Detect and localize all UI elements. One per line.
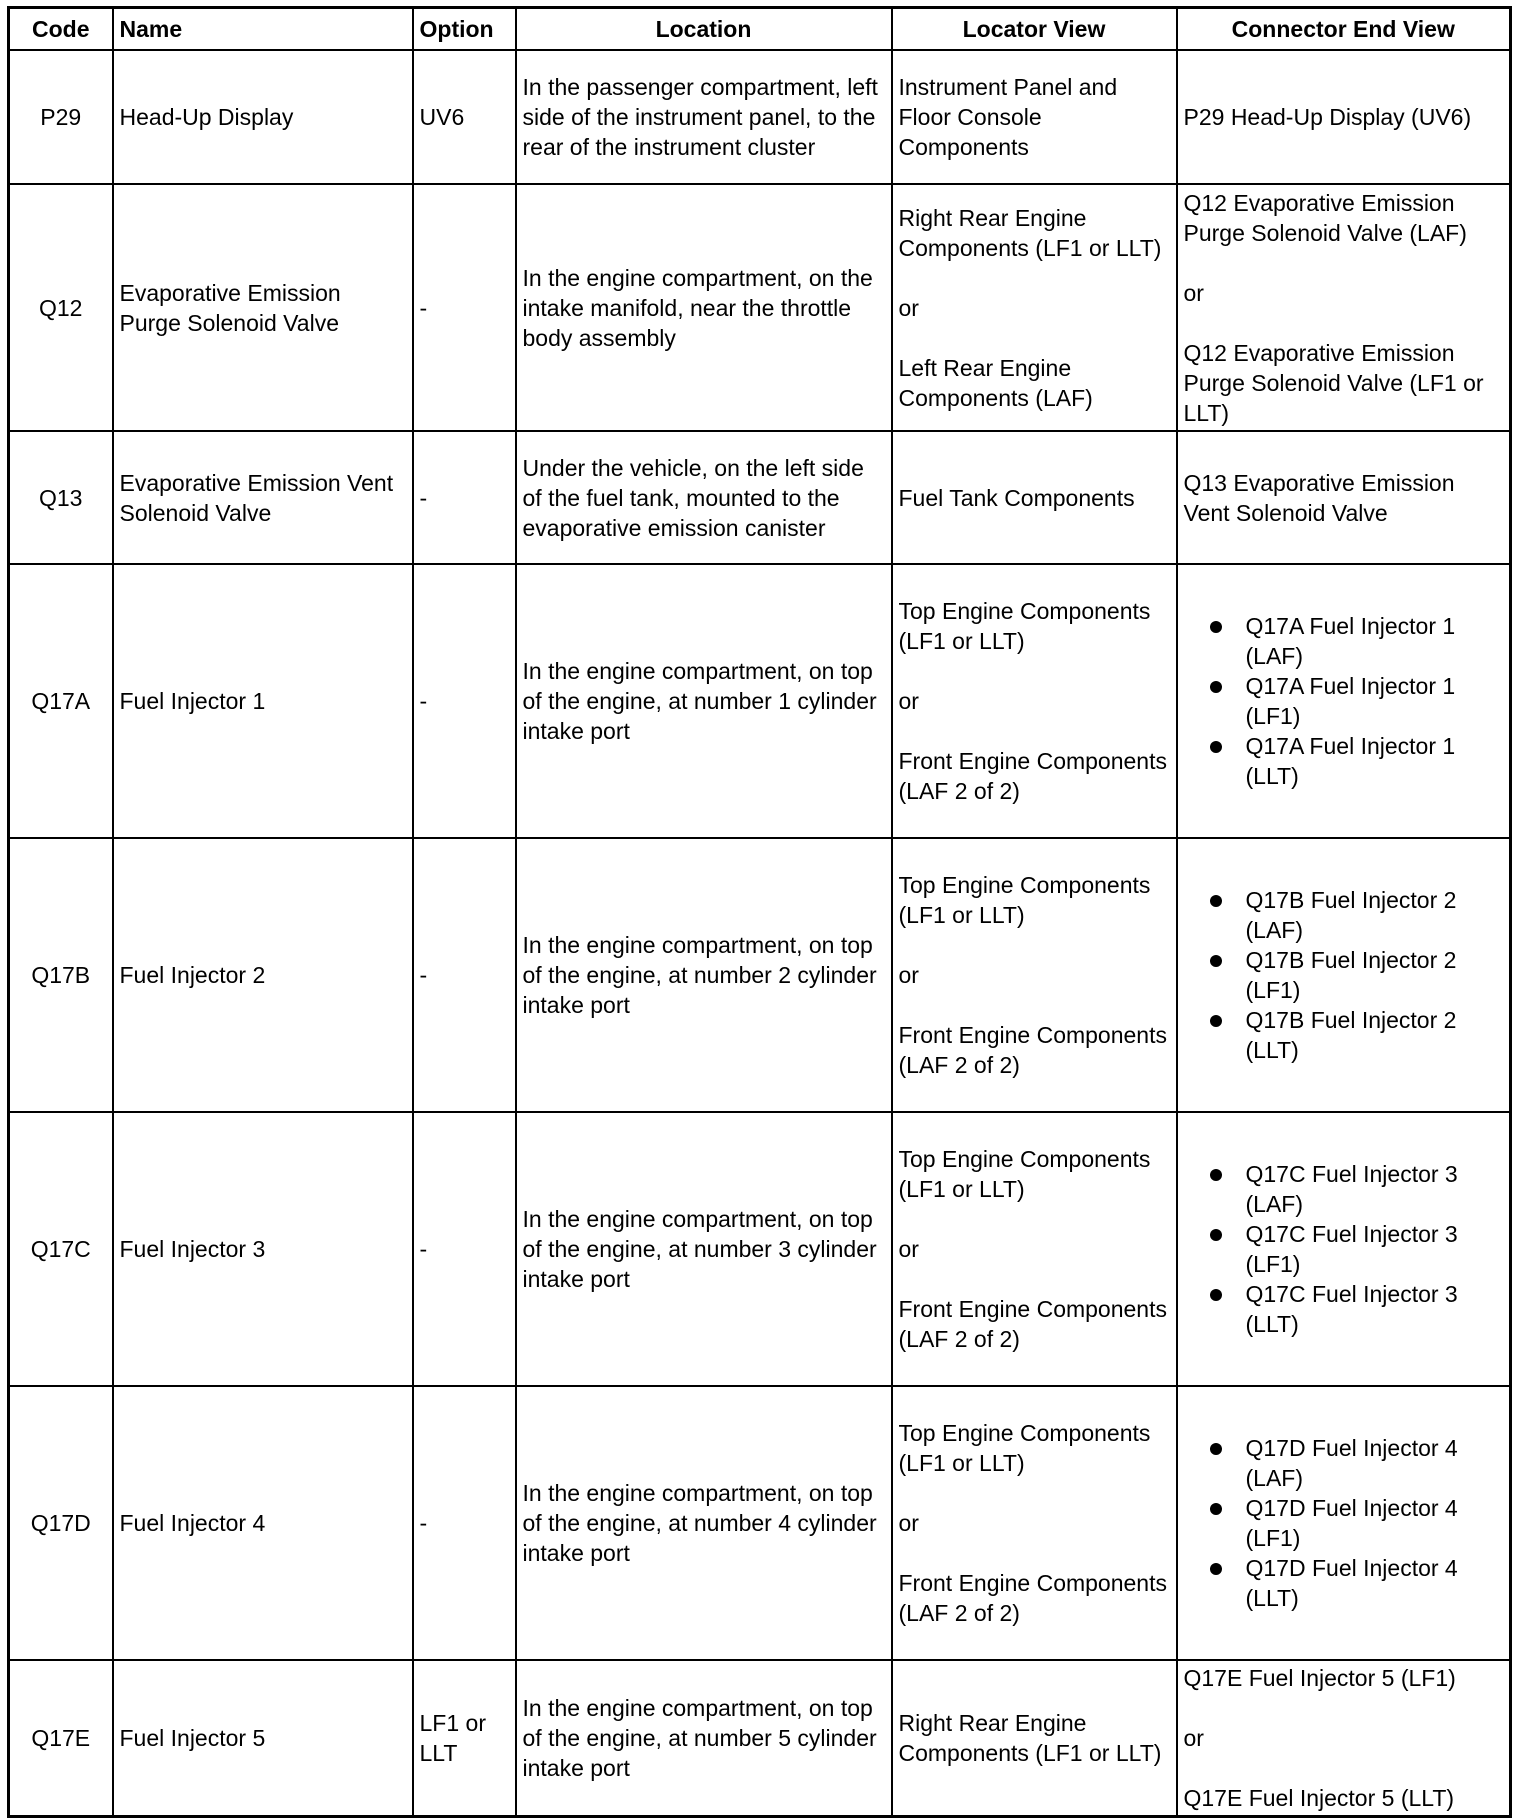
locator-view-text: Top Engine Components (LF1 or LLT): [898, 872, 1151, 928]
cell-option: -: [413, 1112, 516, 1386]
header-name: Name: [113, 8, 413, 51]
cell-connector-end-view: [1177, 838, 1511, 1112]
cell-connector-end-view: [1177, 184, 1511, 431]
cell-name: Head-Up Display: [113, 50, 413, 184]
cell-connector-end-view: [1177, 431, 1511, 564]
locator-view-text: Right Rear Engine Components (LF1 or LLT): [898, 204, 1162, 261]
table-row: [9, 838, 1511, 1112]
cell-locator-view: [892, 564, 1177, 838]
cell-location: In the engine compartment, on top of the engine, at number 4 cylinder intake port: [516, 1386, 892, 1660]
header-location: Location: [516, 8, 892, 51]
connector-bullet-item: Q17B Fuel Injector 2 (LAF): [1210, 885, 1504, 945]
cell-code: Q13: [9, 431, 113, 564]
cell-location: In the engine compartment, on top of the engine, at number 1 cylinder intake port: [516, 564, 892, 838]
cell-locator-view: [892, 431, 1177, 564]
cell-code: Q12: [9, 184, 113, 431]
cell-name: Evaporative Emission Purge Solenoid Valve: [113, 184, 413, 431]
connector-view-text: Q13 Evaporative Emission Vent Solenoid Valve: [1183, 469, 1455, 526]
cell-name: Fuel Injector 5: [113, 1660, 413, 1816]
connector-bullet-item: Q17C Fuel Injector 3 (LF1): [1210, 1219, 1504, 1279]
locator-or-text: or: [898, 1510, 919, 1536]
locator-view-text: Top Engine Components (LF1 or LLT): [898, 1146, 1151, 1202]
locator-view-text: Left Rear Engine Components (LAF): [898, 354, 1093, 411]
connector-bullet-item: Q17C Fuel Injector 3 (LAF): [1210, 1159, 1504, 1219]
connector-bullet-item: Q17A Fuel Injector 1 (LF1): [1210, 671, 1504, 731]
cell-location: In the engine compartment, on top of the engine, at number 3 cylinder intake port: [516, 1112, 892, 1386]
component-locator-table: [7, 6, 1512, 1818]
cell-code: Q17D: [9, 1386, 113, 1660]
locator-or-text: or: [898, 1236, 919, 1262]
cell-connector-end-view: [1177, 564, 1511, 838]
cell-locator-view: [892, 838, 1177, 1112]
cell-locator-view: [892, 1386, 1177, 1660]
cell-name: Fuel Injector 2: [113, 838, 413, 1112]
locator-view-text: Fuel Tank Components: [898, 484, 1135, 511]
cell-name: Fuel Injector 3: [113, 1112, 413, 1386]
table-header-row: [9, 8, 1511, 51]
cell-location: In the engine compartment, on top of the engine, at number 5 cylinder intake port: [516, 1660, 892, 1816]
connector-bullet-item: Q17B Fuel Injector 2 (LF1): [1210, 945, 1504, 1005]
cell-locator-view: [892, 50, 1177, 184]
table-row: [9, 431, 1511, 564]
locator-view-text: Front Engine Components (LAF 2 of 2): [898, 1570, 1167, 1626]
connector-bullet-list: [1184, 1159, 1504, 1339]
connector-bullet-item: Q17D Fuel Injector 4 (LLT): [1210, 1553, 1504, 1613]
cell-locator-view: [892, 1660, 1177, 1816]
connector-bullet-list: [1184, 1433, 1504, 1613]
cell-code: Q17B: [9, 838, 113, 1112]
header-option: Option: [413, 8, 516, 51]
locator-view-text: Front Engine Components (LAF 2 of 2): [898, 1296, 1167, 1352]
connector-or-text: or: [1183, 1724, 1204, 1751]
cell-name: Evaporative Emission Vent Solenoid Valve: [113, 431, 413, 564]
connector-or-text: or: [1183, 279, 1204, 306]
cell-option: -: [413, 564, 516, 838]
connector-bullet-list: [1184, 611, 1504, 791]
locator-view-text: Instrument Panel and Floor Console Components: [898, 74, 1118, 160]
cell-name: Fuel Injector 1: [113, 564, 413, 838]
connector-bullet-item: Q17D Fuel Injector 4 (LF1): [1210, 1493, 1504, 1553]
connector-view-text: Q17E Fuel Injector 5 (LLT): [1183, 1784, 1455, 1811]
locator-or-text: or: [898, 962, 919, 988]
cell-location: In the engine compartment, on top of the engine, at number 2 cylinder intake port: [516, 838, 892, 1112]
table-row: [9, 1660, 1511, 1816]
connector-view-text: Q12 Evaporative Emission Purge Solenoid Valve (LAF): [1183, 189, 1467, 246]
table-row: [9, 184, 1511, 431]
cell-option: -: [413, 431, 516, 564]
cell-locator-view: [892, 184, 1177, 431]
table-row: [9, 1386, 1511, 1660]
table-row: [9, 564, 1511, 838]
cell-location: Under the vehicle, on the left side of the fuel tank, mounted to the evaporative emission canister: [516, 431, 892, 564]
cell-option: UV6: [413, 50, 516, 184]
table-row: [9, 1112, 1511, 1386]
connector-view-text: P29 Head-Up Display (UV6): [1183, 104, 1472, 130]
cell-location: In the engine compartment, on the intake manifold, near the throttle body assembly: [516, 184, 892, 431]
connector-view-text: Q12 Evaporative Emission Purge Solenoid Valve (LF1 or LLT): [1183, 339, 1484, 426]
header-code: Code: [9, 8, 113, 51]
cell-locator-view: [892, 1112, 1177, 1386]
connector-bullet-item: Q17A Fuel Injector 1 (LLT): [1210, 731, 1504, 791]
locator-view-text: Front Engine Components (LAF 2 of 2): [898, 1022, 1167, 1078]
connector-bullet-list: [1184, 885, 1504, 1065]
locator-view-text: Top Engine Components (LF1 or LLT): [898, 1420, 1151, 1476]
connector-bullet-item: Q17D Fuel Injector 4 (LAF): [1210, 1433, 1504, 1493]
cell-code: P29: [9, 50, 113, 184]
cell-option: LF1 or LLT: [413, 1660, 516, 1816]
locator-or-text: or: [898, 294, 919, 321]
cell-code: Q17E: [9, 1660, 113, 1816]
cell-code: Q17A: [9, 564, 113, 838]
connector-bullet-item: Q17A Fuel Injector 1 (LAF): [1210, 611, 1504, 671]
cell-code: Q17C: [9, 1112, 113, 1386]
cell-connector-end-view: [1177, 1660, 1511, 1816]
cell-connector-end-view: [1177, 1386, 1511, 1660]
header-connector-end-view: Connector End View: [1177, 8, 1511, 51]
locator-view-text: Front Engine Components (LAF 2 of 2): [898, 748, 1167, 804]
header-locator-view: Locator View: [892, 8, 1177, 51]
cell-option: -: [413, 838, 516, 1112]
locator-view-text: Right Rear Engine Components (LF1 or LLT): [898, 1709, 1162, 1766]
cell-connector-end-view: [1177, 1112, 1511, 1386]
locator-or-text: or: [898, 688, 919, 714]
connector-view-text: Q17E Fuel Injector 5 (LF1): [1183, 1664, 1456, 1691]
table-row: [9, 50, 1511, 184]
connector-bullet-item: Q17C Fuel Injector 3 (LLT): [1210, 1279, 1504, 1339]
connector-bullet-item: Q17B Fuel Injector 2 (LLT): [1210, 1005, 1504, 1065]
table-body: [9, 50, 1511, 1816]
cell-connector-end-view: [1177, 50, 1511, 184]
cell-name: Fuel Injector 4: [113, 1386, 413, 1660]
cell-option: -: [413, 184, 516, 431]
cell-location: In the passenger compartment, left side of the instrument panel, to the rear of the instrument cluster: [516, 50, 892, 184]
locator-view-text: Top Engine Components (LF1 or LLT): [898, 598, 1151, 654]
cell-option: -: [413, 1386, 516, 1660]
